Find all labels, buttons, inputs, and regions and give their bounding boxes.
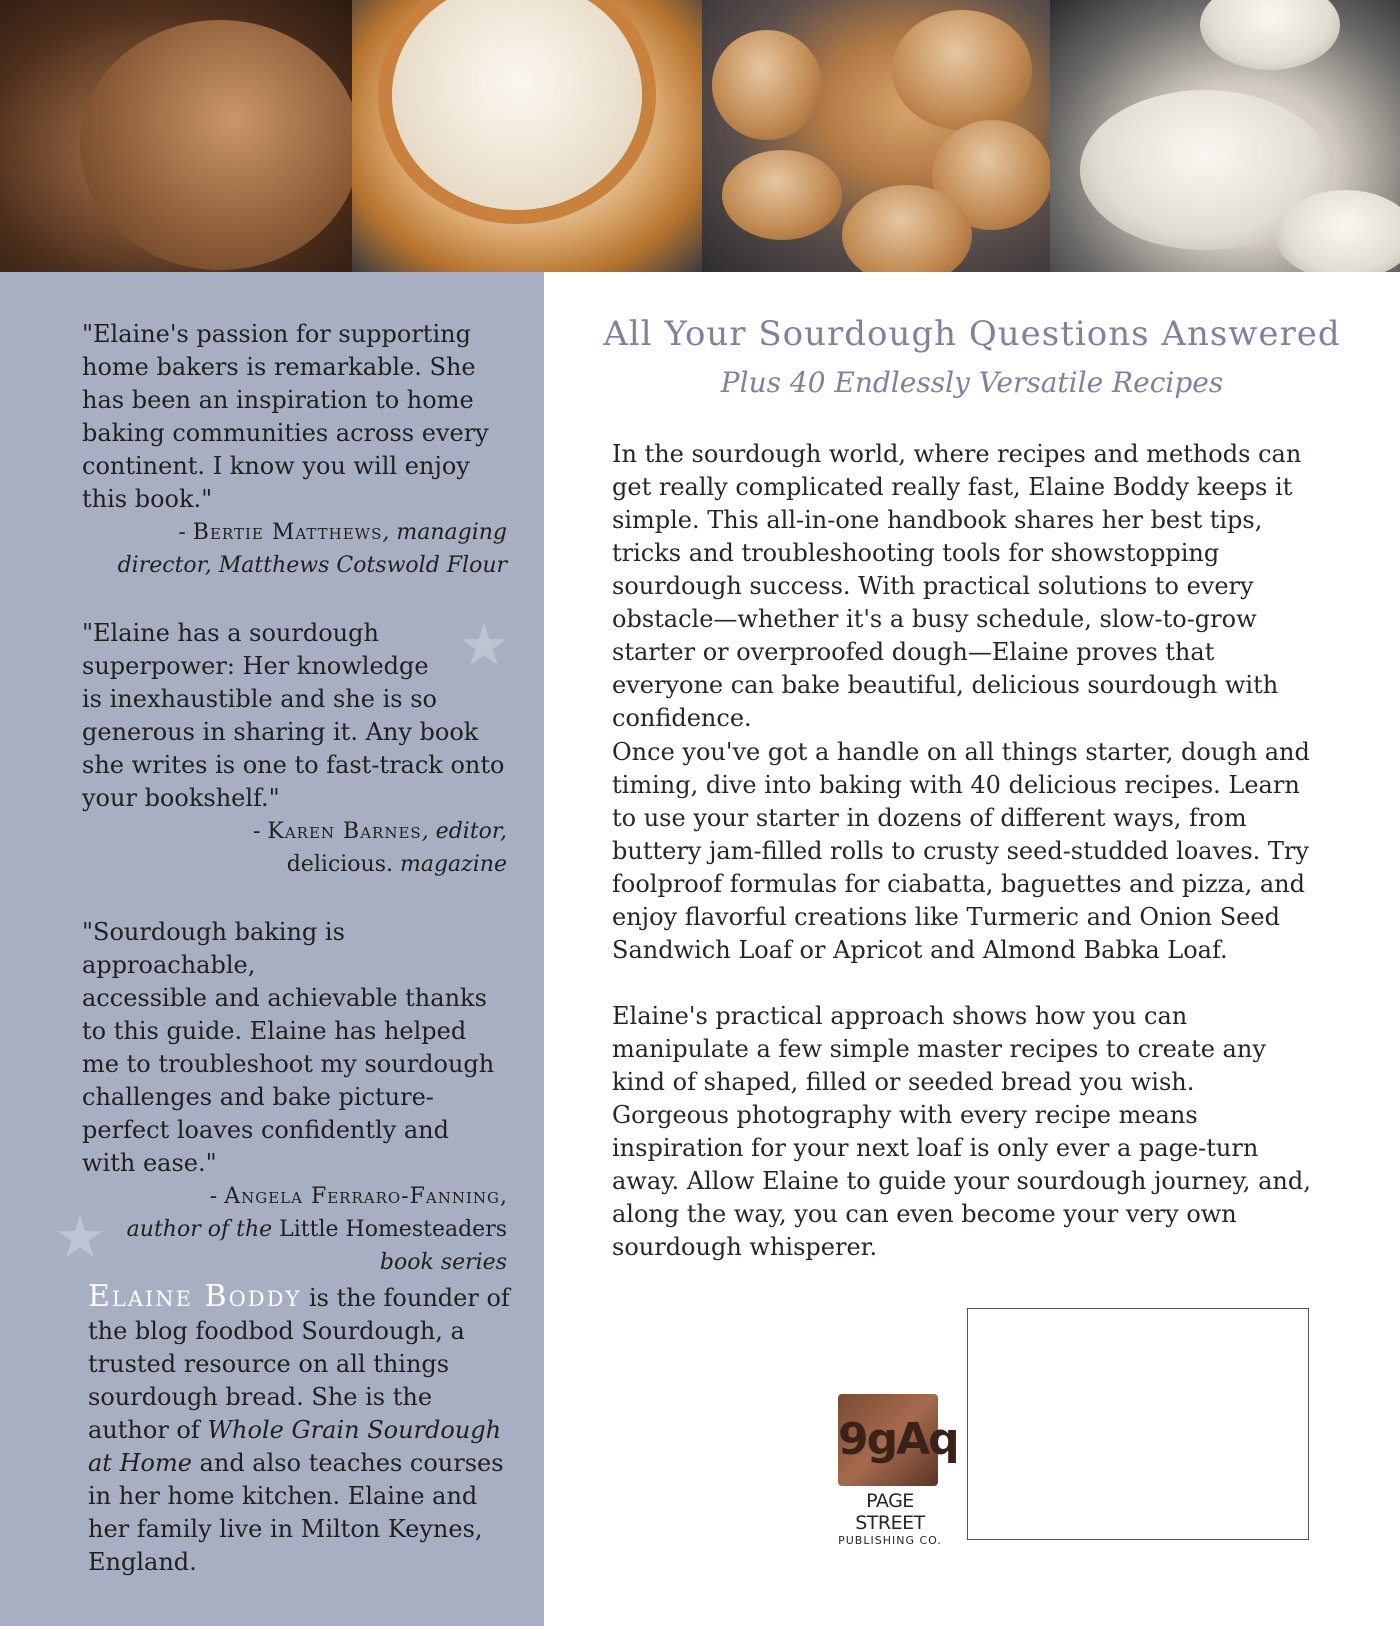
scored-round-loaf-photo <box>352 0 702 272</box>
braided-sourdough-loaf-photo <box>0 0 352 272</box>
star-icon: ★ <box>54 1203 106 1271</box>
description-paragraph-2: Once you've got a handle on all things starter, dough and timing, dive into baking with 40 delicious recipes. Learn to use your starter in dozens of different ways, from buttery jam-filled rolls to crusty seed-studded loaves. Try foolproof formulas for ciabatta, baguettes and pizza, and enjoy flavorful creations like Turmeric and Onion Seed Sandwich Loaf or Apricot and Almond Babka Loaf. <box>612 738 1310 964</box>
description-paragraph-1: In the sourdough world, where recipes and methods can get really complicated really fast, Elaine Boddy keeps it simple. This all-in-one handbook shares her best tips, tricks and troubleshooting tools for showstopping sourdough success. With practical solutions to every obstacle—whether it's a busy schedule, slow-to-grow starter or overproofed dough—Elaine proves that everyone can bake beautiful, delicious sourdough with confidence. <box>612 440 1302 732</box>
quote-text: "Sourdough baking is approachable, accessible and achievable thanks to this guide. Elaine has helped me to troubleshoot my sourdough challenges and bake picture- perfect loaves confidently and with ease." <box>82 918 495 1177</box>
endorsement-quote-3 <box>82 916 512 1279</box>
publisher-name: PAGE STREET <box>855 1490 925 1534</box>
description-paragraph-3: Elaine's practical approach shows how you can manipulate a few simple master recipes to create any kind of shaped, filled or seeded bread you wish. Gorgeous photography with every recipe means inspiration for your next loaf is only ever a page-turn away. Allow Elaine to guide your sourdough journey, and, along the way, you can even become your very own sourdough whisperer. <box>612 1002 1311 1261</box>
quote-attribution: - Angela Ferraro-Fanning, author of the Little Homesteaders book series <box>126 1184 507 1275</box>
endorsement-quote-2 <box>82 611 512 881</box>
subheadline: Plus 40 Endlessly Versatile Recipes <box>720 366 1224 399</box>
jam-filled-rolls-photo <box>702 0 1050 272</box>
book-title: Whole Grain Sourdough at Home <box>88 1416 502 1477</box>
quote-attribution: - Karen Barnes, editor, delicious. magazine <box>252 819 507 877</box>
sourdough-starter-jars-photo <box>1050 0 1400 272</box>
quote-text: "Elaine has a sourdough superpower: Her knowledge is inexhaustible and she is so generous in sharing it. Any book she writes is one to fast-track onto your bookshelf." <box>82 619 505 812</box>
quote-text: "Elaine's passion for supporting home bakers is remarkable. She has been an inspiration to home baking communities across every continent. I know you will enjoy this book." <box>82 320 489 513</box>
star-icon: ★ <box>458 611 510 679</box>
author-name: Elaine Boddy <box>88 1279 302 1314</box>
endorser-name: Bertie Matthews <box>192 520 383 545</box>
endorser-name: Karen Barnes <box>267 819 422 844</box>
publisher-logo <box>838 1394 958 1547</box>
headline: All Your Sourdough Questions Answered <box>603 314 1341 354</box>
photo-strip <box>0 0 1400 272</box>
publisher-subname: PUBLISHING CO. <box>838 1534 942 1547</box>
author-bio: Elaine Boddy is the founder of the blog foodbod Sourdough, a trusted resource on all things sourdough bread. She is the author of Whole Grain Sourdough at Home and also teaches courses in her home kitchen. Elaine and her family live in Milton Keynes, England. <box>88 1279 510 1576</box>
quote-attribution: - Bertie Matthews, managing director, Matthews Cotswold Flour <box>117 520 507 578</box>
letterpress-blocks-icon: 9gAq <box>838 1394 938 1486</box>
barcode-area <box>967 1308 1309 1540</box>
endorser-name: Angela Ferraro-Fanning <box>224 1184 500 1209</box>
endorsement-quote-1 <box>82 318 512 582</box>
